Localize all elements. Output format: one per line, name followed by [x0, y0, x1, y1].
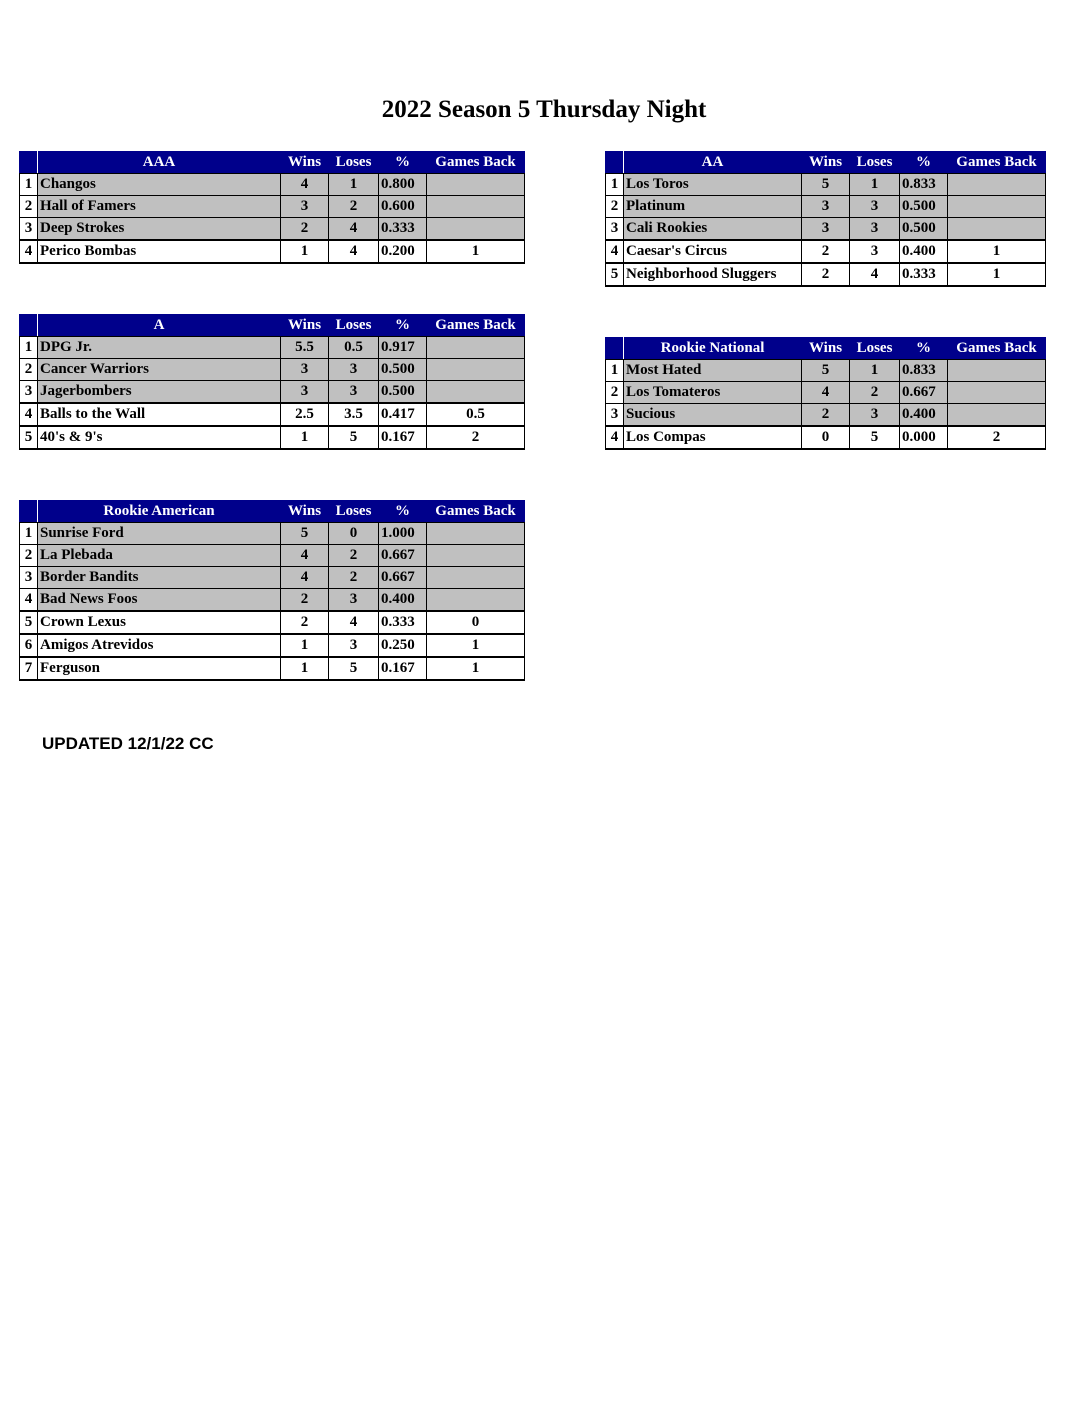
- team-name: Changos: [38, 174, 281, 196]
- wins-cell: 2: [281, 611, 329, 634]
- wins-cell: 2: [802, 240, 850, 263]
- games-back-cell: [948, 196, 1046, 218]
- rank-cell: 1: [20, 523, 38, 545]
- loses-cell: 3: [850, 218, 900, 241]
- rank-cell: 1: [606, 174, 624, 196]
- loses-cell: 4: [329, 218, 379, 241]
- table-row: [20, 240, 525, 263]
- wins-cell: 5.5: [281, 337, 329, 359]
- wins-cell: 3: [281, 196, 329, 218]
- rank-cell: 3: [20, 381, 38, 404]
- pct-cell: 0.500: [379, 381, 427, 404]
- standings-table-aa: [605, 151, 1046, 287]
- team-name: Ferguson: [38, 657, 281, 680]
- games-back-cell: [948, 218, 1046, 241]
- team-name: Bad News Foos: [38, 589, 281, 612]
- wins-cell: 5: [281, 523, 329, 545]
- rank-cell: 3: [20, 218, 38, 241]
- header-row: [606, 338, 1046, 360]
- wins-cell: 4: [281, 567, 329, 589]
- rank-header: [20, 315, 38, 337]
- rank-cell: 5: [20, 426, 38, 449]
- table-row: [606, 263, 1046, 286]
- pct-cell: 0.500: [900, 196, 948, 218]
- rank-cell: 2: [20, 359, 38, 381]
- table-row: [20, 523, 525, 545]
- table-row: [606, 218, 1046, 241]
- header-row: [606, 152, 1046, 174]
- loses-cell: 3: [850, 240, 900, 263]
- table-row: [20, 174, 525, 196]
- games-back-cell: 1: [948, 240, 1046, 263]
- pct-header: %: [379, 501, 427, 523]
- rank-cell: 1: [20, 174, 38, 196]
- rank-cell: 4: [20, 403, 38, 426]
- loses-cell: 5: [329, 426, 379, 449]
- wins-cell: 4: [802, 382, 850, 404]
- header-row: [20, 315, 525, 337]
- rank-cell: 4: [20, 240, 38, 263]
- team-name: Los Toros: [624, 174, 802, 196]
- games-back-cell: 2: [948, 426, 1046, 449]
- loses-header: Loses: [329, 152, 379, 174]
- pct-header: %: [900, 338, 948, 360]
- table-row: [606, 360, 1046, 382]
- loses-cell: 1: [329, 174, 379, 196]
- wins-header: Wins: [281, 315, 329, 337]
- pct-header: %: [900, 152, 948, 174]
- table-row: [20, 611, 525, 634]
- pct-header: %: [379, 315, 427, 337]
- pct-cell: 0.167: [379, 426, 427, 449]
- games-back-header: Games Back: [427, 152, 525, 174]
- games-back-cell: [427, 567, 525, 589]
- rank-cell: 2: [20, 545, 38, 567]
- games-back-cell: [427, 174, 525, 196]
- pct-cell: 0.200: [379, 240, 427, 263]
- table-row: [20, 426, 525, 449]
- team-name: Neighborhood Sluggers: [624, 263, 802, 286]
- wins-cell: 3: [281, 381, 329, 404]
- pct-cell: 0.500: [379, 359, 427, 381]
- loses-cell: 1: [850, 174, 900, 196]
- rank-cell: 7: [20, 657, 38, 680]
- pct-cell: 0.333: [379, 218, 427, 241]
- games-back-cell: [948, 360, 1046, 382]
- games-back-cell: [427, 196, 525, 218]
- loses-cell: 3: [329, 589, 379, 612]
- team-name: Sucious: [624, 404, 802, 427]
- header-row: [20, 152, 525, 174]
- team-name: Sunrise Ford: [38, 523, 281, 545]
- loses-cell: 3: [329, 359, 379, 381]
- games-back-cell: 1: [427, 657, 525, 680]
- pct-cell: 0.400: [900, 240, 948, 263]
- rank-cell: 3: [606, 218, 624, 241]
- wins-cell: 2: [281, 589, 329, 612]
- loses-header: Loses: [850, 152, 900, 174]
- team-name: Deep Strokes: [38, 218, 281, 241]
- pct-cell: 1.000: [379, 523, 427, 545]
- division-name: Rookie American: [38, 501, 281, 523]
- pct-cell: 0.417: [379, 403, 427, 426]
- table-row: [20, 403, 525, 426]
- team-name: Border Bandits: [38, 567, 281, 589]
- pct-cell: 0.667: [900, 382, 948, 404]
- games-back-cell: 0.5: [427, 403, 525, 426]
- rank-cell: 2: [606, 382, 624, 404]
- team-name: Platinum: [624, 196, 802, 218]
- rank-cell: 4: [606, 426, 624, 449]
- rank-cell: 4: [606, 240, 624, 263]
- games-back-cell: 1: [427, 634, 525, 657]
- games-back-cell: [427, 337, 525, 359]
- rank-cell: 2: [20, 196, 38, 218]
- games-back-cell: [427, 359, 525, 381]
- games-back-cell: [427, 381, 525, 404]
- table-row: [20, 634, 525, 657]
- wins-cell: 3: [802, 196, 850, 218]
- loses-header: Loses: [850, 338, 900, 360]
- team-name: Most Hated: [624, 360, 802, 382]
- table-row: [606, 240, 1046, 263]
- header-row: [20, 501, 525, 523]
- loses-cell: 0.5: [329, 337, 379, 359]
- table-row: [20, 196, 525, 218]
- team-name: Amigos Atrevidos: [38, 634, 281, 657]
- team-name: Jagerbombers: [38, 381, 281, 404]
- team-name: Caesar's Circus: [624, 240, 802, 263]
- wins-cell: 1: [281, 240, 329, 263]
- table-row: [20, 381, 525, 404]
- rank-header: [20, 501, 38, 523]
- table-row: [20, 589, 525, 612]
- team-name: Perico Bombas: [38, 240, 281, 263]
- loses-cell: 2: [850, 382, 900, 404]
- wins-header: Wins: [802, 338, 850, 360]
- pct-cell: 0.333: [379, 611, 427, 634]
- standings-table-rookie-national: [605, 337, 1046, 450]
- table-row: [606, 174, 1046, 196]
- loses-cell: 3: [329, 381, 379, 404]
- wins-cell: 1: [281, 634, 329, 657]
- wins-cell: 1: [281, 426, 329, 449]
- pct-cell: 0.667: [379, 545, 427, 567]
- pct-cell: 0.333: [900, 263, 948, 286]
- updated-note: UPDATED 12/1/22 CC: [42, 734, 214, 753]
- team-name: Balls to the Wall: [38, 403, 281, 426]
- rank-cell: 1: [606, 360, 624, 382]
- loses-cell: 2: [329, 196, 379, 218]
- games-back-header: Games Back: [948, 152, 1046, 174]
- rank-cell: 3: [20, 567, 38, 589]
- games-back-cell: 1: [427, 240, 525, 263]
- team-name: Los Compas: [624, 426, 802, 449]
- wins-cell: 2: [802, 263, 850, 286]
- wins-cell: 5: [802, 360, 850, 382]
- pct-cell: 0.833: [900, 360, 948, 382]
- pct-cell: 0.500: [900, 218, 948, 241]
- wins-cell: 4: [281, 174, 329, 196]
- games-back-cell: [948, 174, 1046, 196]
- rank-header: [20, 152, 38, 174]
- pct-cell: 0.400: [379, 589, 427, 612]
- pct-cell: 0.250: [379, 634, 427, 657]
- games-back-header: Games Back: [427, 501, 525, 523]
- wins-cell: 5: [802, 174, 850, 196]
- wins-cell: 2.5: [281, 403, 329, 426]
- rank-header: [606, 338, 624, 360]
- wins-header: Wins: [281, 501, 329, 523]
- games-back-cell: [427, 218, 525, 241]
- loses-cell: 0: [329, 523, 379, 545]
- table-row: [606, 382, 1046, 404]
- pct-cell: 0.600: [379, 196, 427, 218]
- wins-cell: 3: [281, 359, 329, 381]
- games-back-header: Games Back: [427, 315, 525, 337]
- games-back-header: Games Back: [948, 338, 1046, 360]
- standings-table-a: [19, 314, 525, 450]
- pct-header: %: [379, 152, 427, 174]
- pct-cell: 0.917: [379, 337, 427, 359]
- wins-cell: 1: [281, 657, 329, 680]
- table-row: [606, 404, 1046, 427]
- team-name: Hall of Famers: [38, 196, 281, 218]
- loses-cell: 2: [329, 545, 379, 567]
- table-row: [20, 567, 525, 589]
- loses-cell: 3: [329, 634, 379, 657]
- loses-cell: 5: [329, 657, 379, 680]
- division-name: AA: [624, 152, 802, 174]
- team-name: Crown Lexus: [38, 611, 281, 634]
- pct-cell: 0.833: [900, 174, 948, 196]
- team-name: Cali Rookies: [624, 218, 802, 241]
- wins-cell: 0: [802, 426, 850, 449]
- table-row: [20, 657, 525, 680]
- loses-cell: 1: [850, 360, 900, 382]
- loses-header: Loses: [329, 315, 379, 337]
- loses-cell: 3: [850, 196, 900, 218]
- games-back-cell: 2: [427, 426, 525, 449]
- loses-cell: 4: [329, 611, 379, 634]
- division-name: A: [38, 315, 281, 337]
- standings-table-rookie-american: [19, 500, 525, 681]
- team-name: Cancer Warriors: [38, 359, 281, 381]
- division-name: Rookie National: [624, 338, 802, 360]
- games-back-cell: 0: [427, 611, 525, 634]
- table-row: [20, 359, 525, 381]
- rank-cell: 6: [20, 634, 38, 657]
- table-row: [20, 218, 525, 241]
- standings-table-aaa: [19, 151, 525, 264]
- table-row: [606, 196, 1046, 218]
- rank-cell: 4: [20, 589, 38, 612]
- loses-cell: 3: [850, 404, 900, 427]
- rank-cell: 5: [20, 611, 38, 634]
- loses-cell: 5: [850, 426, 900, 449]
- loses-cell: 4: [329, 240, 379, 263]
- loses-cell: 2: [329, 567, 379, 589]
- games-back-cell: [427, 523, 525, 545]
- games-back-cell: [427, 545, 525, 567]
- wins-cell: 3: [802, 218, 850, 241]
- team-name: Los Tomateros: [624, 382, 802, 404]
- wins-header: Wins: [281, 152, 329, 174]
- rank-cell: 2: [606, 196, 624, 218]
- table-row: [606, 426, 1046, 449]
- games-back-cell: [427, 589, 525, 612]
- pct-cell: 0.400: [900, 404, 948, 427]
- pct-cell: 0.000: [900, 426, 948, 449]
- table-row: [20, 545, 525, 567]
- pct-cell: 0.800: [379, 174, 427, 196]
- loses-cell: 3.5: [329, 403, 379, 426]
- loses-cell: 4: [850, 263, 900, 286]
- rank-cell: 3: [606, 404, 624, 427]
- rank-header: [606, 152, 624, 174]
- rank-cell: 5: [606, 263, 624, 286]
- division-name: AAA: [38, 152, 281, 174]
- pct-cell: 0.667: [379, 567, 427, 589]
- team-name: La Plebada: [38, 545, 281, 567]
- rank-cell: 1: [20, 337, 38, 359]
- games-back-cell: [948, 404, 1046, 427]
- table-row: [20, 337, 525, 359]
- wins-cell: 2: [802, 404, 850, 427]
- page-title: 2022 Season 5 Thursday Night: [381, 96, 707, 123]
- team-name: 40's & 9's: [38, 426, 281, 449]
- loses-header: Loses: [329, 501, 379, 523]
- games-back-cell: 1: [948, 263, 1046, 286]
- team-name: DPG Jr.: [38, 337, 281, 359]
- pct-cell: 0.167: [379, 657, 427, 680]
- games-back-cell: [948, 382, 1046, 404]
- wins-header: Wins: [802, 152, 850, 174]
- wins-cell: 4: [281, 545, 329, 567]
- wins-cell: 2: [281, 218, 329, 241]
